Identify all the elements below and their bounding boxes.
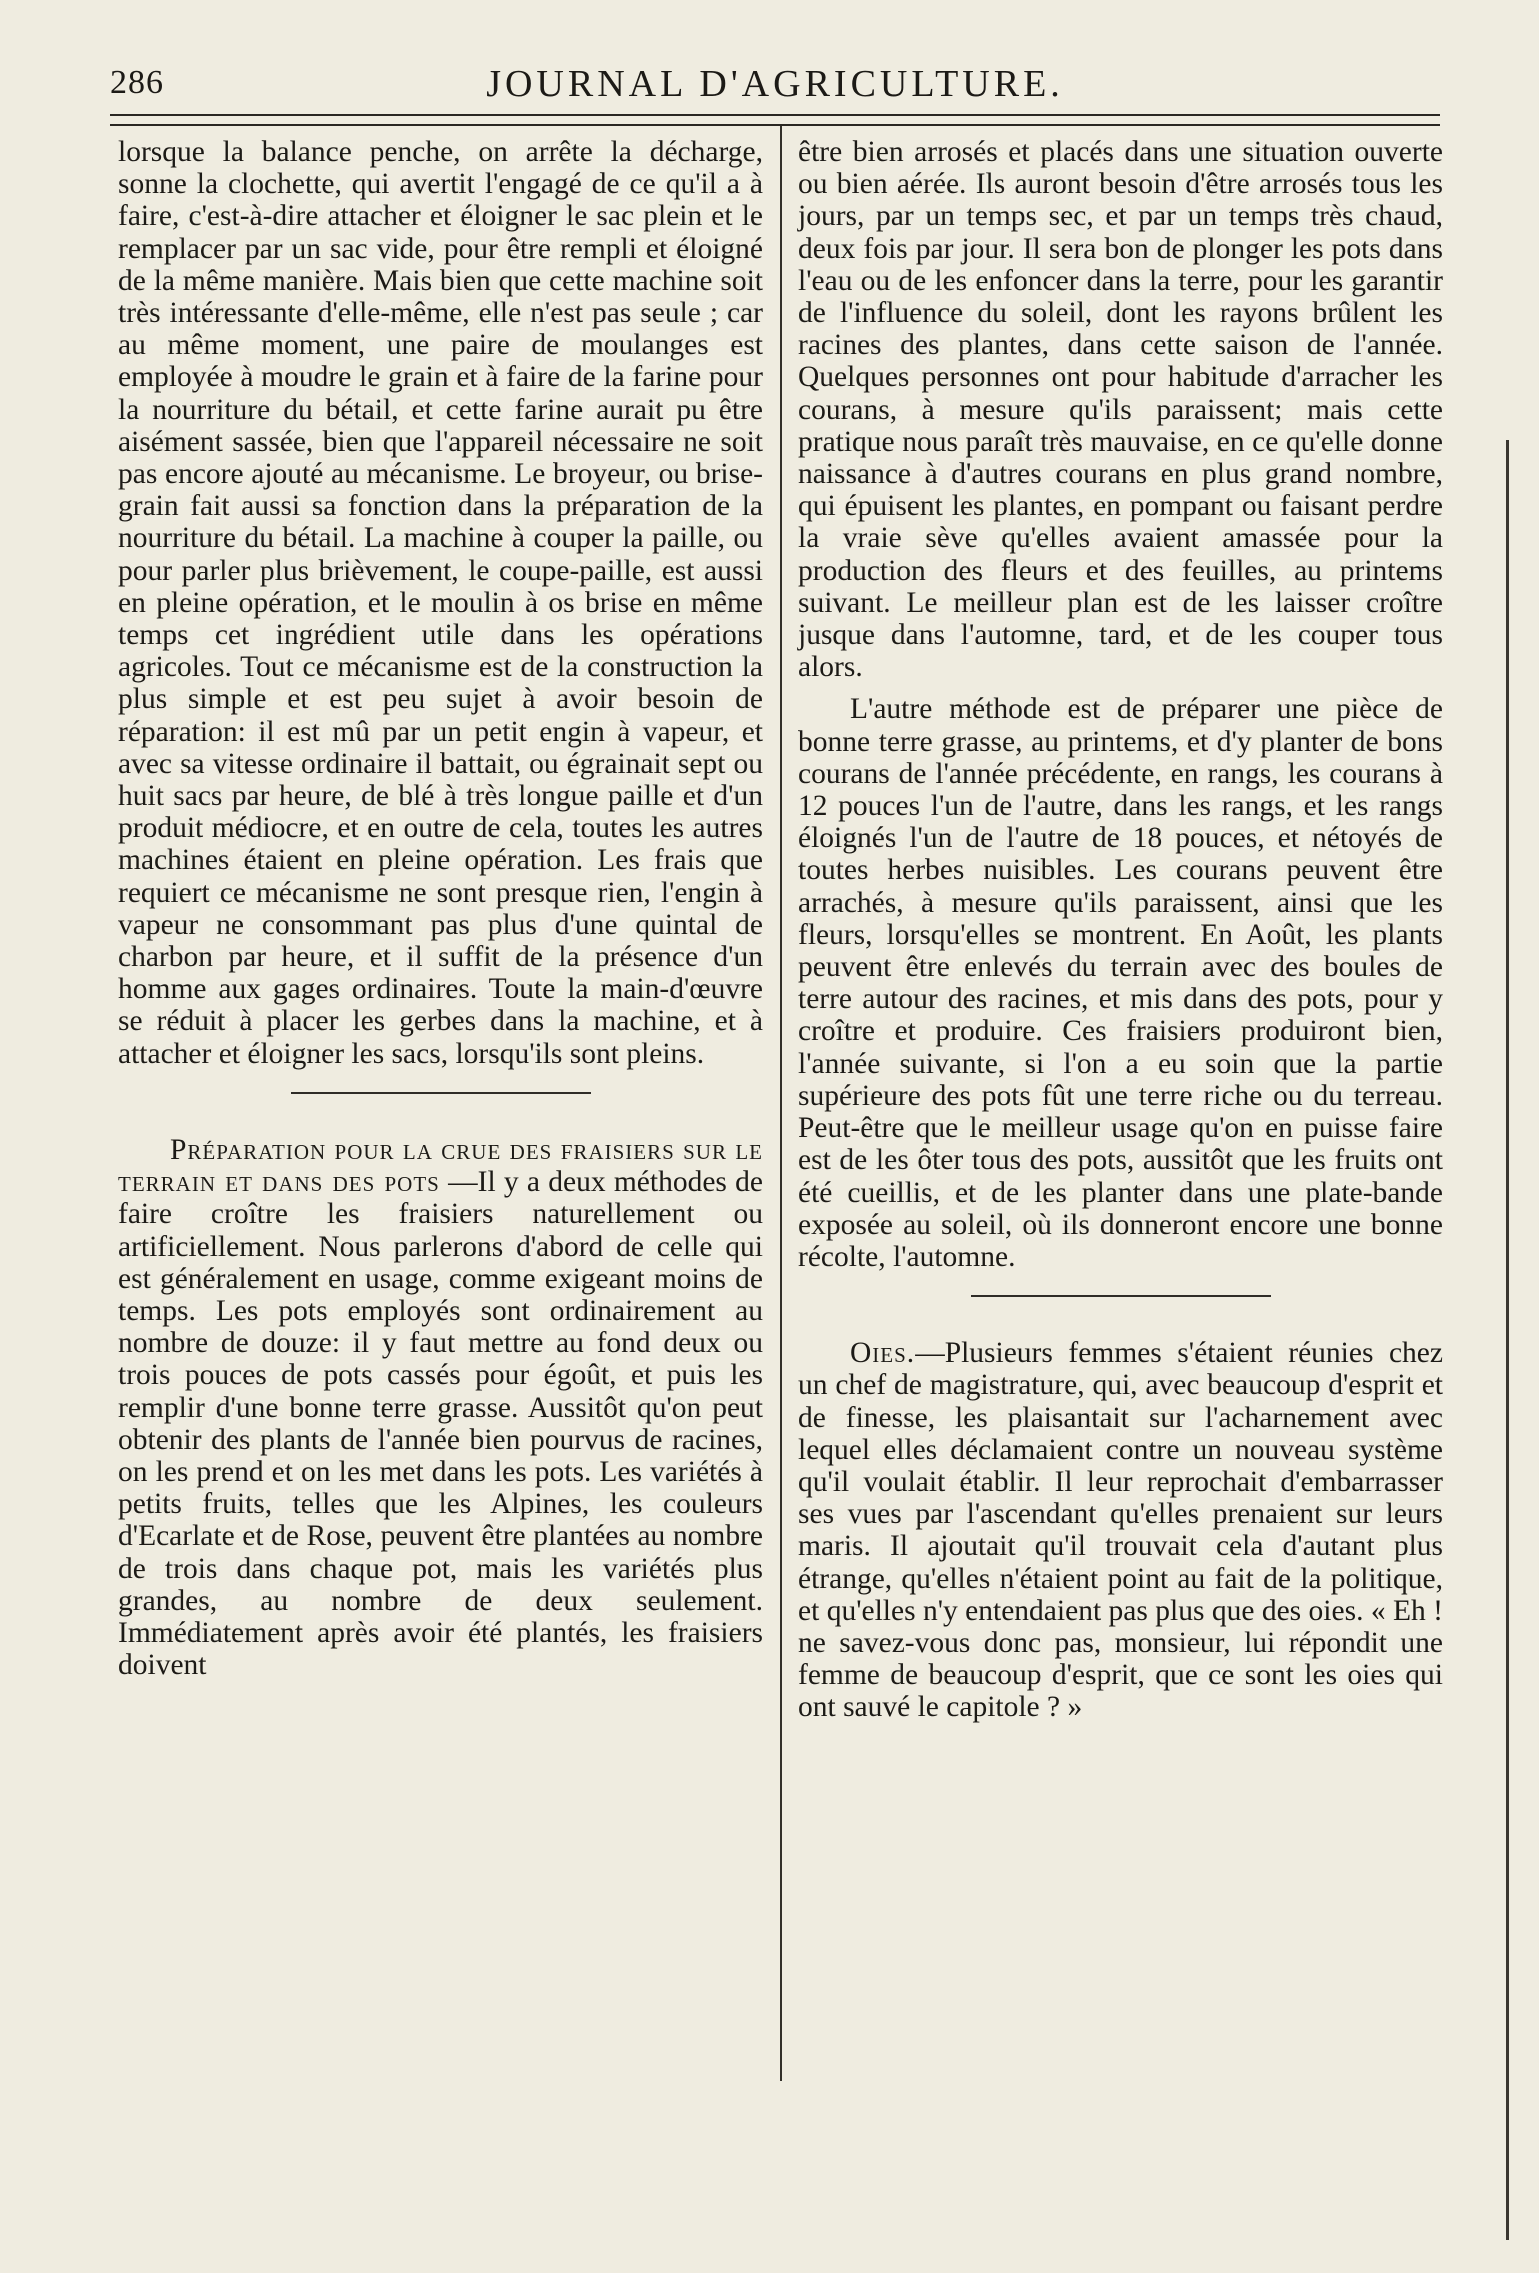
strawberry-continuation-text: être bien arrosés et placés dans une situation ouverte ou bien aérée. Ils auront besoin d'être arrosés tous les jours, par un temps sec, et par un temps très chaud, deux fois par jour. Il sera bon de plonger les pots dans l'eau ou de les enfoncer dans la terre, pour les garantir de l'influence du soleil, dont les rayons brûlent les racines des plantes, dans cette saison de l'année. Quelques personnes ont pour habitude d'arracher les courans, à mesure qu'ils paraissent; mais cette pratique nous paraît très mauvaise, en ce qu'elle donne naissance à d'autres courans en plus grand nombre, qui épuisent les plantes, en pompant ou faisant perdre la vraie sève qu'elles avaient amassée pour la production des fleurs et des feuilles, au printems suivant. Le meilleur plan est de les laisser croître jusque dans l'automne, tard, et de les couper tous alors. bbox=[798, 136, 1443, 684]
strawberry-article-text: —Il y a deux méthodes de faire croître les fraisiers naturellement ou artificiellement. Nous parlerons d'abord de celle qui est généralement en usage, comme exigeant moins de temps. Les pots employés sont ordinairement au nombre de douze: il y faut mettre au fond deux ou trois pouces de pots cassés pour égoût, et puis les remplir d'une bonne terre grasse. Aussitôt qu'on peut obtenir des plants de l'année bien pourvus de racines, on les prend et on les met dans les pots. Les variétés à petits fruits, telles que les Alpines, les couleurs d'Ecarlate et de Rose, peuvent être plantées au nombre de trois dans chaque pot, mais les variétés plus grandes, au nombre de deux seulement. Immédiatement après avoir été plantés, les fraisiers doivent bbox=[118, 1166, 763, 1682]
column-divider bbox=[780, 126, 782, 2081]
right-column bbox=[798, 136, 1443, 1724]
page-number: 286 bbox=[110, 64, 164, 101]
second-method-paragraph: L'autre méthode est de préparer une pièce de bonne terre grasse, au printems, et d'y planter de bons courans de l'année précédente, en rangs, les courans à 12 pouces l'un de l'autre, dans les rangs, et les rangs éloignés l'un de l'autre de 18 pouces, et nétoyés de toutes herbes nuisibles. Les courans peuvent être arrachés, à mesure qu'ils paraissent, ainsi que les fleurs, lorsqu'elles se montrent. En Août, les plants peuvent être enlevés du terrain avec des boules de terre autour des racines, et mis dans des pots, pour y croître et produire. Ces fraisiers produiront bien, l'année suivante, si l'on a eu soin que la partie supérieure des pots fût une terre riche ou du terreau. Peut-être que le meilleur usage qu'on en puisse faire est de les ôter tous des pots, aussitôt que les fruits ont été cueillis, et de les planter dans une plate-bande exposée au soleil, où ils donneront encore une bonne récolte, l'automne. bbox=[798, 693, 1443, 1273]
page-edge-line bbox=[1506, 440, 1509, 2240]
section-heading-geese: Oies. bbox=[850, 1337, 916, 1370]
section-heading-strawberries: Préparation pour la crue des fraisiers sur le terrain et dans des pots bbox=[118, 1133, 764, 1199]
strawberry-article bbox=[118, 1134, 763, 1681]
header-double-rule bbox=[110, 114, 1440, 126]
geese-anecdote-text: —Plusieurs femmes s'étaient réunies chez un chef de magistrature, qui, avec beaucoup d'esprit et de finesse, les plaisantait sur l'acharnement avec lequel elles déclamaient contre un nouveau système qu'il voulait établir. Il leur reprochait d'embarrasser ses vues par l'ascendant qu'elles prenaient sur leurs maris. Il ajoutait qu'il trouvait cela d'autant plus étrange, qu'elles n'étaient point au fait de la politique, et qu'elles n'y entendaient pas plus que des oies. « Eh ! ne savez-vous donc pas, monsieur, lui répondit une femme de beaucoup d'esprit, que ce sont les oies qui ont sauvé le capitole ? » bbox=[798, 1337, 1443, 1724]
running-title: JOURNAL D'AGRICULTURE. bbox=[486, 63, 1064, 105]
section-separator bbox=[291, 1092, 591, 1094]
geese-anecdote bbox=[798, 1337, 1443, 1723]
article-continuation-text: lorsque la balance penche, on arrête la décharge, sonne la clochette, qui avertit l'engagé de ce qu'il a à faire, c'est-à-dire attacher et éloigner le sac plein et le remplacer par un sac vide, pour être rempli et éloigné de la même manière. Mais bien que cette machine soit très intéressante d'elle-même, elle n'est pas seule ; car au même moment, une paire de moulanges est employée à moudre le grain et à faire de la farine pour la nourriture du bétail, et cette farine aurait pu être aisément sassée, bien que l'appareil nécessaire ne soit pas encore ajouté au mécanisme. Le broyeur, ou brise-grain fait aussi sa fonction dans la préparation de la nourriture du bétail. La machine à couper la paille, ou pour parler plus brièvement, le coupe-paille, est aussi en pleine opération, et le moulin à os brise en même temps cet ingrédient utile dans les opérations agricoles. Tout ce mécanisme est de la construction la plus simple et est peu sujet à avoir besoin de réparation: il est mû par un petit engin à vapeur, et avec sa vitesse ordinaire il battait, ou égrainait sept ou huit sacs par heure, de blé à très longue paille et d'un produit médiocre, et en outre de cela, toutes les autres machines étaient en pleine opération. Les frais que requiert ce mécanisme ne sont presque rien, l'engin à vapeur ne consommant pas plus d'une quintal de charbon par heure, et il suffit de la présence d'un homme aux gages ordinaires. Toute la main-d'œuvre se réduit à placer les gerbes dans la machine, et à attacher et éloigner les sacs, lorsqu'ils sont pleins. bbox=[118, 136, 763, 1070]
section-separator bbox=[971, 1295, 1271, 1297]
page-header bbox=[110, 58, 1440, 118]
left-column bbox=[118, 136, 763, 1681]
